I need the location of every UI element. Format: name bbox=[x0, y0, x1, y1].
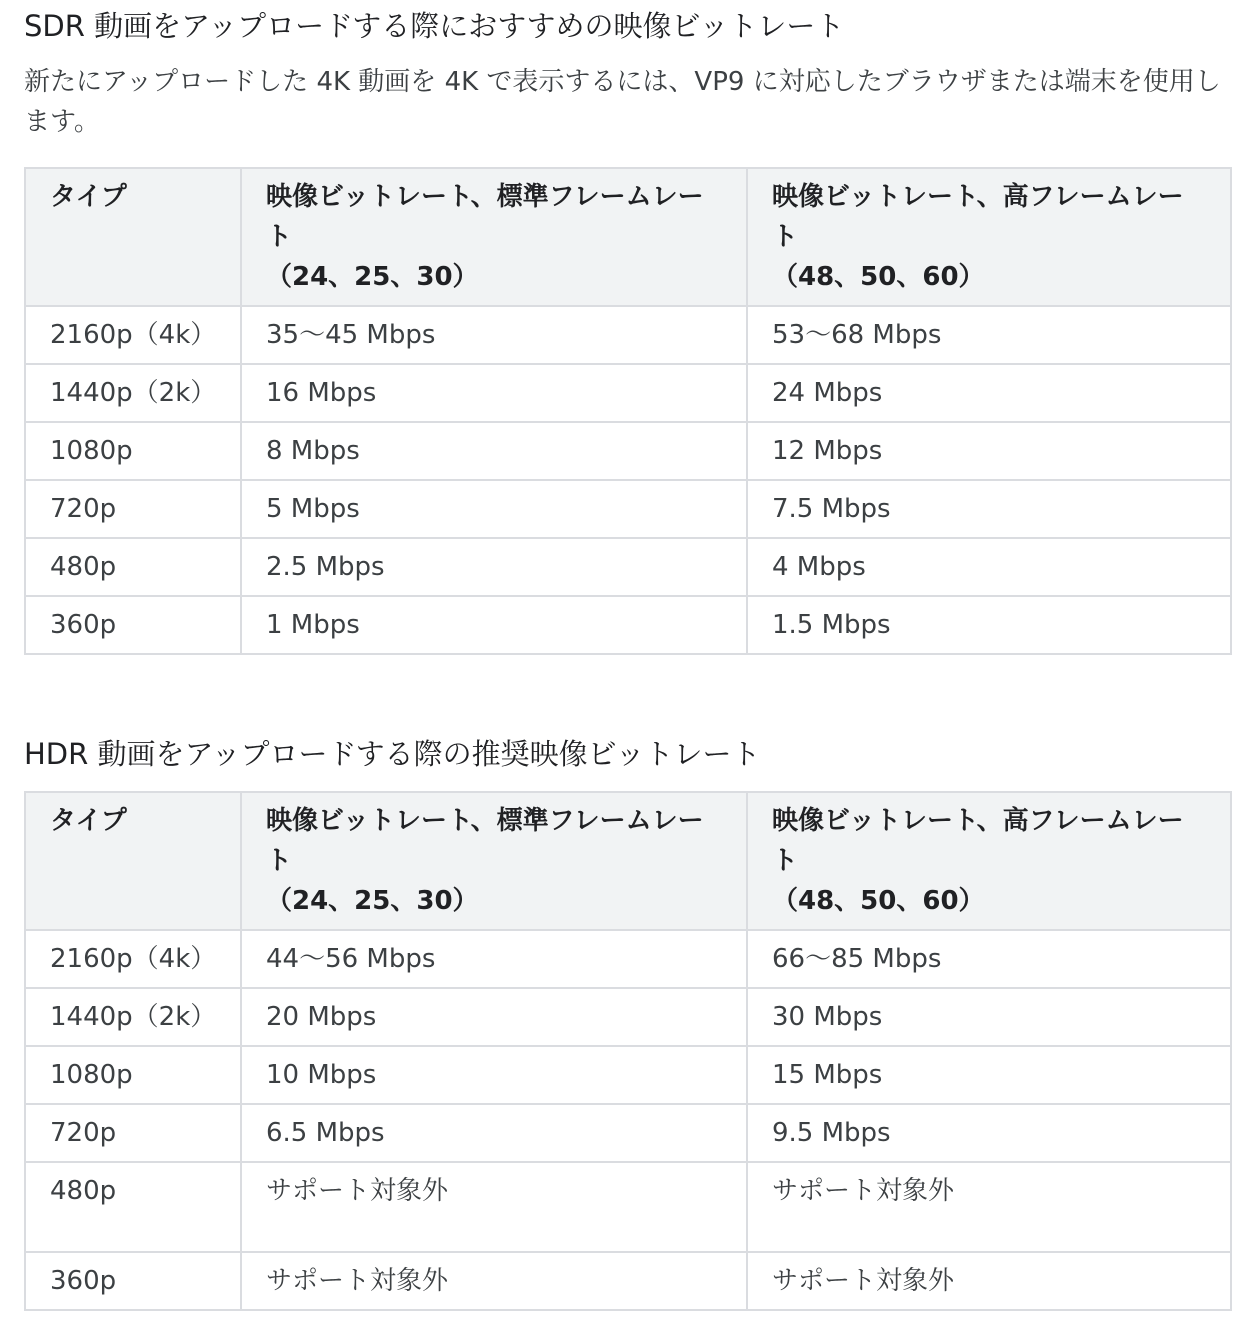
table-row bbox=[25, 1046, 1231, 1104]
header-high-label: 映像ビットレート、高フレームレート bbox=[772, 182, 1184, 252]
cell-high-bitrate: 24 Mbps bbox=[747, 364, 1231, 422]
table-row bbox=[25, 988, 1231, 1046]
cell-standard-bitrate: 1 Mbps bbox=[241, 596, 747, 654]
cell-standard-bitrate: サポート対象外 bbox=[241, 1162, 747, 1252]
cell-type: 2160p（4k） bbox=[25, 306, 241, 364]
cell-standard-bitrate: 2.5 Mbps bbox=[241, 538, 747, 596]
cell-type: 1440p（2k） bbox=[25, 988, 241, 1046]
cell-standard-bitrate: 20 Mbps bbox=[241, 988, 747, 1046]
table-row bbox=[25, 596, 1231, 654]
cell-high-bitrate: サポート対象外 bbox=[747, 1252, 1231, 1310]
cell-high-bitrate: 53〜68 Mbps bbox=[747, 306, 1231, 364]
header-high-frame-rate bbox=[747, 168, 1231, 306]
table-row bbox=[25, 480, 1231, 538]
table-row bbox=[25, 1104, 1231, 1162]
cell-type: 720p bbox=[25, 1104, 241, 1162]
table-header-row bbox=[25, 792, 1231, 930]
table-header-row bbox=[25, 168, 1231, 306]
table-row bbox=[25, 306, 1231, 364]
cell-high-bitrate: 9.5 Mbps bbox=[747, 1104, 1231, 1162]
cell-type: 1080p bbox=[25, 1046, 241, 1104]
header-type-label: タイプ bbox=[50, 806, 127, 836]
cell-standard-bitrate: 8 Mbps bbox=[241, 422, 747, 480]
cell-type: 1440p（2k） bbox=[25, 364, 241, 422]
table-row bbox=[25, 538, 1231, 596]
header-standard-label: 映像ビットレート、標準フレームレート bbox=[266, 806, 704, 876]
cell-high-bitrate: 12 Mbps bbox=[747, 422, 1231, 480]
hdr-bitrate-table bbox=[24, 791, 1232, 1311]
header-standard-fps: （24、25、30） bbox=[266, 886, 479, 916]
cell-type: 720p bbox=[25, 480, 241, 538]
table-row bbox=[25, 364, 1231, 422]
cell-high-bitrate: 30 Mbps bbox=[747, 988, 1231, 1046]
cell-standard-bitrate: 35〜45 Mbps bbox=[241, 306, 747, 364]
table-row bbox=[25, 422, 1231, 480]
cell-type: 1080p bbox=[25, 422, 241, 480]
header-high-fps: （48、50、60） bbox=[772, 262, 985, 292]
cell-type: 480p bbox=[25, 1162, 241, 1252]
header-standard-fps: （24、25、30） bbox=[266, 262, 479, 292]
cell-type: 2160p（4k） bbox=[25, 930, 241, 988]
cell-standard-bitrate: 16 Mbps bbox=[241, 364, 747, 422]
table-row bbox=[25, 930, 1231, 988]
header-high-label: 映像ビットレート、高フレームレート bbox=[772, 806, 1184, 876]
cell-type: 480p bbox=[25, 538, 241, 596]
cell-type: 360p bbox=[25, 1252, 241, 1310]
hdr-section-title: HDR 動画をアップロードする際の推奨映像ビットレート bbox=[24, 737, 761, 771]
sdr-intro-text: 新たにアップロードした 4K 動画を 4K で表示するには、VP9 に対応したブラウザまたは端末を使用します。 bbox=[24, 67, 1221, 137]
cell-standard-bitrate: 5 Mbps bbox=[241, 480, 747, 538]
header-type bbox=[25, 168, 241, 306]
table-row bbox=[25, 1162, 1231, 1252]
header-type-label: タイプ bbox=[50, 182, 127, 212]
sdr-section-title: SDR 動画をアップロードする際におすすめの映像ビットレート bbox=[24, 9, 845, 43]
header-type bbox=[25, 792, 241, 930]
cell-high-bitrate: 4 Mbps bbox=[747, 538, 1231, 596]
cell-high-bitrate: 66〜85 Mbps bbox=[747, 930, 1231, 988]
cell-standard-bitrate: 10 Mbps bbox=[241, 1046, 747, 1104]
cell-standard-bitrate: サポート対象外 bbox=[241, 1252, 747, 1310]
cell-high-bitrate: 1.5 Mbps bbox=[747, 596, 1231, 654]
cell-standard-bitrate: 6.5 Mbps bbox=[241, 1104, 747, 1162]
cell-type: 360p bbox=[25, 596, 241, 654]
header-high-fps: （48、50、60） bbox=[772, 886, 985, 916]
cell-high-bitrate: 15 Mbps bbox=[747, 1046, 1231, 1104]
header-standard-frame-rate bbox=[241, 792, 747, 930]
cell-standard-bitrate: 44〜56 Mbps bbox=[241, 930, 747, 988]
cell-high-bitrate: サポート対象外 bbox=[747, 1162, 1231, 1252]
header-standard-frame-rate bbox=[241, 168, 747, 306]
header-high-frame-rate bbox=[747, 792, 1231, 930]
table-row bbox=[25, 1252, 1231, 1310]
header-standard-label: 映像ビットレート、標準フレームレート bbox=[266, 182, 704, 252]
sdr-bitrate-table bbox=[24, 167, 1232, 655]
cell-high-bitrate: 7.5 Mbps bbox=[747, 480, 1231, 538]
